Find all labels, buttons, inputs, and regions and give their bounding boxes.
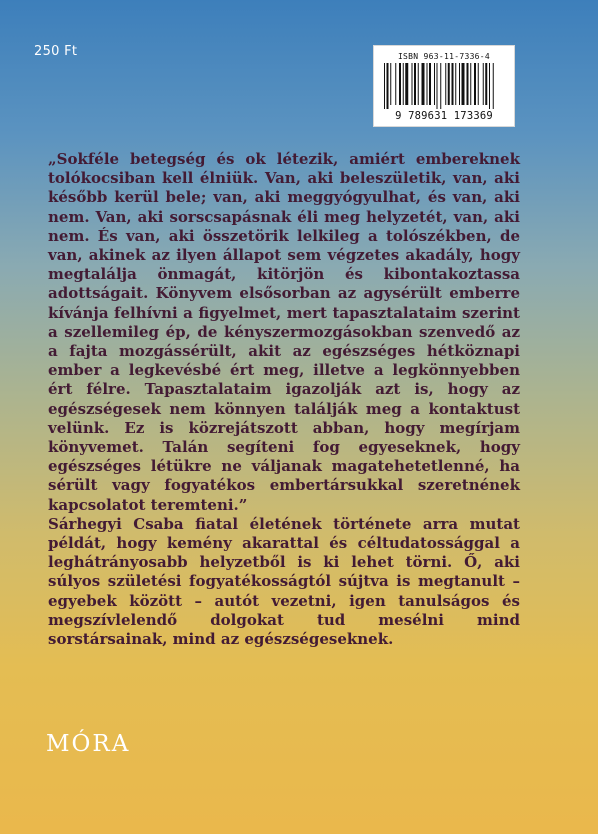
barcode-bar: [412, 63, 413, 105]
barcode-bar: [493, 63, 494, 109]
blurb-text: [48, 150, 520, 649]
barcode-bar: [483, 63, 484, 105]
author-quote: „Sokféle betegség és ok létezik, amiért embereknek tolókocsiban kell élniük. Van, aki beleszületik, van, aki később kerül bele; van, aki meggyógyulhat, és van, aki nem. Van, aki sorscsapásnak éli meg helyzetét, van, aki nem. És van, aki összetörik lelkileg a tolószékben, de van, akinek az ilyen állapot sem végzetes akadály, hogy megtalálja önmagát, kitörjön és kibontakoztassa adottságait. Könyvem elsősorban az agysérült emberre kívánja felhívni a figyelmet, mert tapasztalataim szerint a szellemileg ép, de kényszermozgásokban szenvedő az a fajta mozgássérült, akit az egészséges hétköznapi ember a legkevésbé ért meg, illetve a legkönnyebben ért félre. Tapasztalataim igazolják azt is, hogy az egészségesek nem könnyen találják meg a kontaktust velünk. Ez is közrejátszott abban, hogy megírjam könyvemet. Talán segíteni fog egyeseknek, hogy egészséges létükre ne váljanak magatehetetlenné, ha sérült vagy fogyatékos embertársukkal szeretnének kapcsolatot teremteni.”: [48, 150, 520, 514]
barcode-bar: [399, 63, 401, 105]
publisher-logo: MÓRA: [46, 731, 131, 757]
barcode-bar: [403, 63, 404, 105]
barcode-bar: [418, 63, 419, 105]
barcode-bar: [467, 63, 469, 105]
barcode-bar: [405, 63, 408, 105]
barcode-bar: [474, 63, 476, 105]
isbn-label: ISBN 963-11-7336-4: [397, 52, 491, 61]
barcode-bar: [390, 63, 391, 105]
barcode-bar: [429, 63, 431, 105]
barcode-box: [374, 46, 514, 126]
barcode-image: [382, 63, 506, 109]
barcode-bar: [384, 63, 385, 109]
barcode-bar: [437, 63, 438, 109]
barcode-bar: [445, 63, 446, 105]
barcode-bar: [434, 63, 435, 105]
book-description: Sárhegyi Csaba fiatal életének története arra mutat példát, hogy kemény akarattal és céltudatossággal a leghátrányosabb helyzetből is ki lehet törni. Ő, aki súlyos születési fogyatékosságtól sújtva is megtanult – egyebek között – autót vezetni, igen tanulságos és megszívlelendő dolgokat tud mesélni mind sorstársainak, mind az egészségeseknek.: [48, 514, 520, 649]
barcode-bar: [414, 63, 416, 105]
barcode-bar: [470, 63, 471, 105]
barcode-bar: [455, 63, 456, 105]
barcode-bar: [489, 63, 490, 109]
price-label: 250 Ft: [34, 44, 78, 59]
barcode-bar: [459, 63, 460, 105]
barcode-bar: [448, 63, 450, 105]
barcode-bar: [422, 63, 425, 105]
barcode-bar: [478, 63, 479, 105]
ean-number: 9 789631 173369: [395, 110, 493, 122]
barcode-bar: [440, 63, 441, 109]
barcode-bar: [452, 63, 454, 105]
barcode-bar: [485, 63, 487, 105]
barcode-bar: [395, 63, 396, 105]
barcode-bar: [462, 63, 465, 105]
barcode-bar: [387, 63, 389, 109]
barcode-bar: [427, 63, 428, 105]
